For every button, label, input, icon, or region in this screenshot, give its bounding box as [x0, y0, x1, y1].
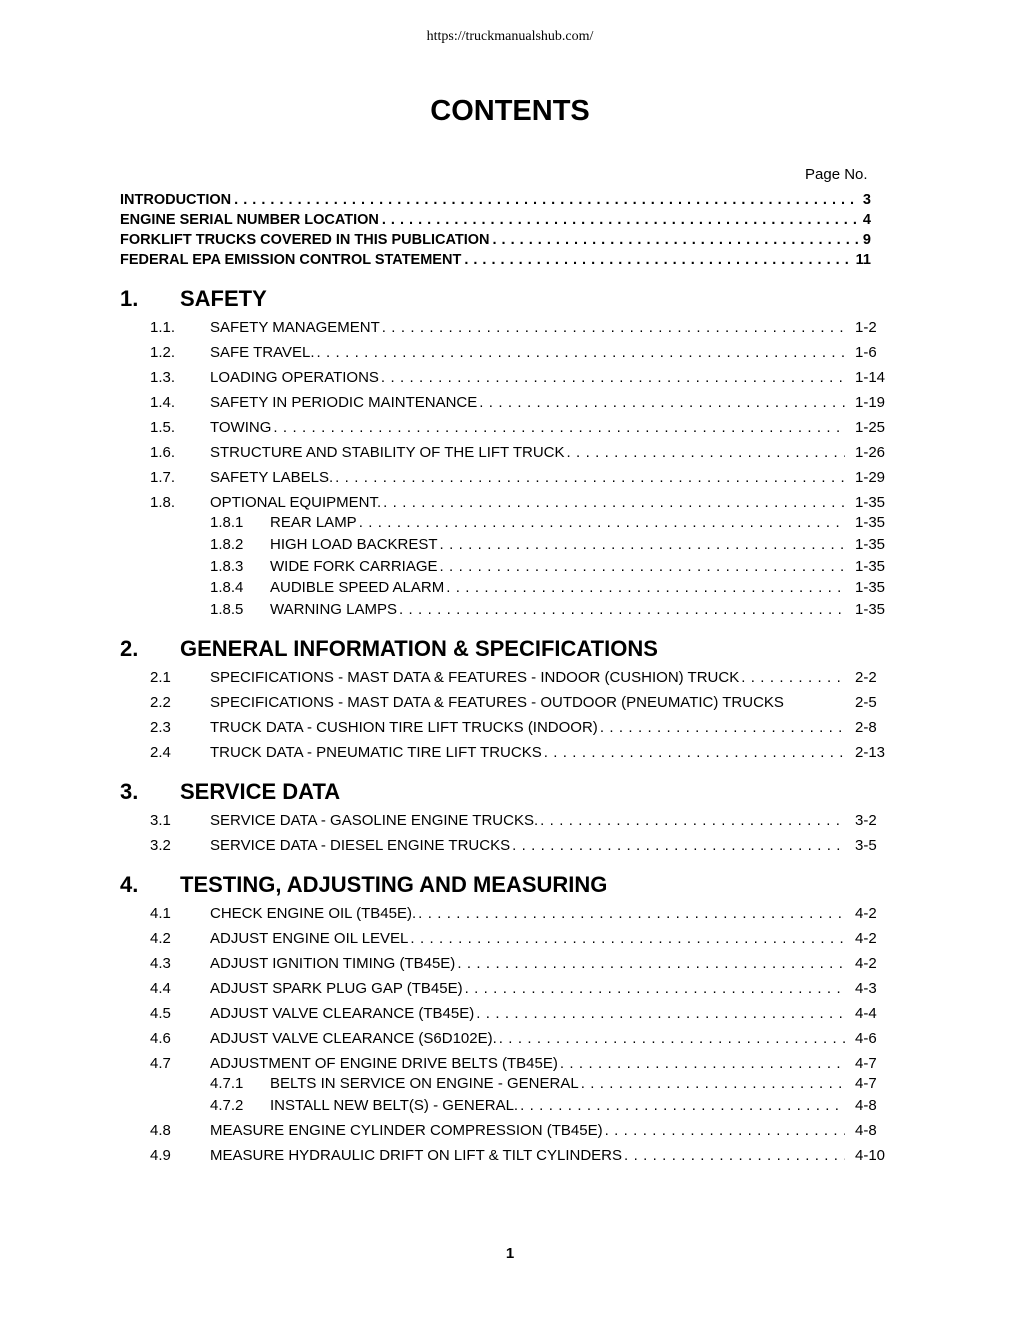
entry-label: FEDERAL EPA EMISSION CONTROL STATEMENT: [120, 252, 462, 268]
dot-leader: [540, 812, 845, 829]
entry-number: 4.9: [150, 1146, 171, 1164]
dot-leader: [382, 212, 860, 228]
entry-label: REAR LAMP: [270, 514, 357, 531]
dot-leader: [624, 1147, 845, 1164]
entry-number: 1.5.: [150, 419, 176, 436]
entry-number: 1.8.3: [210, 557, 244, 575]
section-heading: [120, 779, 340, 805]
entry-label: LOADING OPERATIONS: [210, 369, 379, 386]
entry-number: 3.2: [150, 837, 171, 854]
entry-label: ADJUST ENGINE OIL LEVEL: [210, 930, 409, 947]
entry-number: 4.7.2: [210, 1096, 244, 1114]
dot-leader: [581, 1075, 845, 1092]
entry-label: OPTIONAL EQUIPMENT.: [210, 494, 382, 511]
toc-entry: [150, 930, 895, 950]
dot-leader: [464, 252, 852, 268]
entry-page: 1-26: [855, 444, 886, 461]
toc-entry: [150, 1147, 895, 1167]
section-number: 4.: [120, 872, 139, 897]
entry-page: 1-25: [855, 419, 886, 436]
dot-leader: [567, 444, 846, 461]
dot-leader: [335, 469, 845, 486]
entry-number: 4.6: [150, 1030, 171, 1047]
entry-page: 4-7: [855, 1055, 877, 1072]
entry-page: 4-3: [855, 980, 877, 997]
toc-entry: [150, 694, 895, 714]
section-number: 3.: [120, 779, 139, 804]
entry-label: CHECK ENGINE OIL (TB45E).: [210, 905, 417, 922]
entry-label: SERVICE DATA - GASOLINE ENGINE TRUCKS.: [210, 812, 539, 829]
toc-entry: [150, 1122, 895, 1142]
toc-entry: [150, 669, 895, 689]
entry-page: 4-4: [855, 1005, 877, 1022]
entry-label: SPECIFICATIONS - MAST DATA & FEATURES - INDOOR (CUSHION) TRUCK: [210, 669, 740, 686]
entry-page: 2-2: [855, 669, 877, 686]
toc-subentry: [150, 1075, 895, 1095]
dot-leader: [600, 719, 845, 736]
entry-number: 4.7.1: [210, 1075, 244, 1092]
dot-leader: [359, 514, 845, 531]
entry-label: WARNING LAMPS: [270, 601, 397, 618]
entry-number: 1.7.: [150, 469, 176, 486]
entry-page: 4-8: [855, 1121, 877, 1139]
toc-subentry: [150, 579, 895, 599]
entry-page: 4-2: [855, 955, 877, 972]
entry-number: 1.8.: [150, 494, 176, 511]
intro-entry: [120, 192, 871, 210]
entry-page: 1-14: [855, 369, 886, 386]
entry-page: 1-35: [855, 579, 886, 597]
dot-leader: [399, 601, 845, 618]
section-title: GENERAL INFORMATION & SPECIFICATIONS: [180, 636, 658, 661]
toc-entry: [150, 369, 895, 389]
dot-leader: [544, 744, 845, 761]
entry-label: WIDE FORK CARRIAGE: [270, 557, 438, 575]
section-heading: [120, 636, 658, 662]
entry-label: BELTS IN SERVICE ON ENGINE - GENERAL: [270, 1075, 579, 1092]
entry-label: HIGH LOAD BACKREST: [270, 535, 438, 553]
entry-page: 1-6: [855, 344, 877, 361]
entry-number: 1.8.2: [210, 535, 244, 553]
entry-page: 1-35: [855, 514, 886, 531]
entry-label: ADJUST VALVE CLEARANCE (S6D102E).: [210, 1030, 497, 1047]
dot-leader: [479, 394, 845, 411]
entry-label: STRUCTURE AND STABILITY OF THE LIFT TRUCK: [210, 444, 565, 461]
entry-number: 1.4.: [150, 394, 176, 411]
entry-number: 4.3: [150, 955, 171, 972]
section-number: 1.: [120, 286, 139, 311]
entry-label: SAFE TRAVEL.: [210, 344, 315, 361]
entry-page: 2-8: [855, 719, 877, 736]
page-no-header: Page No.: [805, 166, 868, 183]
entry-number: 1.8.1: [210, 514, 244, 531]
toc-subentry: [150, 601, 895, 621]
entry-label: MEASURE ENGINE CYLINDER COMPRESSION (TB45E): [210, 1121, 603, 1139]
entry-page: 1-2: [855, 319, 877, 336]
toc-entry: [150, 319, 895, 339]
toc-entry: [150, 469, 895, 489]
dot-leader: [457, 955, 845, 972]
entry-label: TRUCK DATA - CUSHION TIRE LIFT TRUCKS (INDOOR): [210, 719, 598, 736]
entry-page: 2-5: [855, 694, 877, 711]
toc-entry: [150, 344, 895, 364]
entry-page: 9: [862, 232, 871, 248]
toc-entry: [150, 980, 895, 1000]
entry-label: TRUCK DATA - PNEUMATIC TIRE LIFT TRUCKS: [210, 744, 542, 761]
entry-number: 2.2: [150, 694, 171, 711]
entry-page: 1-35: [855, 601, 886, 618]
entry-page: 3: [862, 192, 871, 208]
entry-number: 2.1: [150, 669, 171, 686]
entry-label: ADJUST IGNITION TIMING (TB45E): [210, 955, 456, 972]
entry-page: 2-13: [855, 744, 886, 761]
dot-leader: [316, 344, 845, 361]
section-title: SAFETY: [180, 286, 267, 311]
entry-page: 4-6: [855, 1030, 877, 1047]
toc-entry: [150, 955, 895, 975]
dot-leader: [381, 369, 845, 386]
intro-entry: [120, 212, 871, 230]
entry-label: SPECIFICATIONS - MAST DATA & FEATURES - OUTDOOR (PNEUMATIC) TRUCKS: [210, 694, 784, 711]
dot-leader: [492, 232, 859, 248]
toc-entry: [150, 1005, 895, 1025]
entry-number: 4.5: [150, 1005, 171, 1022]
entry-number: 4.1: [150, 905, 171, 922]
dot-leader: [418, 905, 845, 922]
toc-entry: [150, 744, 895, 764]
toc-subentry: [150, 1097, 895, 1117]
toc-subentry: [150, 558, 895, 578]
entry-number: 4.7: [150, 1055, 171, 1072]
page-number: 1: [505, 1245, 515, 1262]
toc-entry: [150, 394, 895, 414]
entry-number: 3.1: [150, 812, 171, 829]
dot-leader: [512, 837, 845, 854]
entry-page: 4-2: [855, 930, 877, 947]
dot-leader: [382, 319, 845, 336]
dot-leader: [234, 192, 860, 208]
source-url: https://truckmanualshub.com/: [426, 29, 594, 44]
entry-label: SERVICE DATA - DIESEL ENGINE TRUCKS: [210, 837, 511, 854]
entry-page: 1-35: [855, 535, 886, 553]
entry-label: AUDIBLE SPEED ALARM: [270, 579, 445, 597]
entry-number: 4.2: [150, 930, 171, 947]
intro-entry: [120, 252, 871, 270]
toc-subentry: [150, 514, 895, 534]
dot-leader: [273, 419, 845, 436]
entry-page: 4-2: [855, 905, 877, 922]
entry-number: 2.4: [150, 744, 171, 761]
dot-leader: [410, 930, 845, 947]
entry-label: INTRODUCTION: [120, 192, 232, 208]
toc-entry: [150, 494, 895, 514]
dot-leader: [383, 494, 845, 511]
entry-label: SAFETY LABELS.: [210, 469, 334, 486]
section-title: SERVICE DATA: [180, 779, 341, 804]
dot-leader: [465, 980, 845, 997]
entry-label: FORKLIFT TRUCKS COVERED IN THIS PUBLICATION: [120, 232, 490, 248]
section-number: 2.: [120, 636, 139, 661]
dot-leader: [446, 579, 845, 596]
page-title: CONTENTS: [430, 95, 590, 127]
section-title: TESTING, ADJUSTING AND MEASURING: [180, 872, 608, 897]
dot-leader: [560, 1055, 845, 1072]
entry-number: 1.8.5: [210, 601, 244, 618]
entry-label: MEASURE HYDRAULIC DRIFT ON LIFT & TILT CYLINDERS: [210, 1146, 623, 1164]
entry-page: 1-29: [855, 469, 886, 486]
entry-number: 2.3: [150, 719, 171, 736]
section-heading: [120, 286, 267, 312]
entry-number: 4.4: [150, 980, 171, 997]
entry-number: 1.6.: [150, 444, 176, 461]
toc-entry: [150, 837, 895, 857]
entry-page: 4-7: [855, 1075, 877, 1092]
entry-number: 1.3.: [150, 369, 176, 386]
dot-leader: [605, 1122, 845, 1139]
dot-leader: [476, 1005, 845, 1022]
dot-leader: [440, 558, 845, 575]
dot-leader: [520, 1097, 845, 1114]
dot-leader: [499, 1030, 845, 1047]
intro-entry: [120, 232, 871, 250]
toc-entry: [150, 1030, 895, 1050]
entry-number: 1.1.: [150, 319, 176, 336]
entry-label: ENGINE SERIAL NUMBER LOCATION: [120, 212, 379, 228]
entry-label: INSTALL NEW BELT(S) - GENERAL.: [270, 1096, 519, 1114]
toc-entry: [150, 812, 895, 832]
dot-leader: [741, 669, 845, 686]
entry-page: 1-35: [855, 494, 886, 511]
entry-label: SAFETY IN PERIODIC MAINTENANCE: [210, 394, 478, 411]
entry-number: 4.8: [150, 1121, 171, 1139]
entry-page: 3-5: [855, 837, 877, 854]
entry-page: 4: [862, 212, 871, 228]
section-heading: [120, 872, 607, 898]
entry-page: 1-19: [855, 394, 886, 411]
toc-subentry: [150, 536, 895, 556]
entry-label: ADJUST SPARK PLUG GAP (TB45E): [210, 980, 463, 997]
toc-entry: [150, 1055, 895, 1075]
entry-page: 3-2: [855, 812, 877, 829]
toc-entry: [150, 444, 895, 464]
entry-label: ADJUSTMENT OF ENGINE DRIVE BELTS (TB45E): [210, 1055, 558, 1072]
dot-leader: [440, 536, 845, 553]
entry-page: 4-10: [855, 1146, 886, 1164]
entry-number: 1.2.: [150, 344, 176, 361]
entry-page: 1-35: [855, 557, 886, 575]
entry-number: 1.8.4: [210, 579, 244, 597]
entry-label: ADJUST VALVE CLEARANCE (TB45E): [210, 1005, 475, 1022]
entry-label: SAFETY MANAGEMENT: [210, 319, 380, 336]
entry-page: 11: [855, 252, 871, 268]
toc-entry: [150, 719, 895, 739]
toc-entry: [150, 419, 895, 439]
entry-label: TOWING: [210, 419, 272, 436]
entry-page: 4-8: [855, 1096, 877, 1114]
toc-entry: [150, 905, 895, 925]
